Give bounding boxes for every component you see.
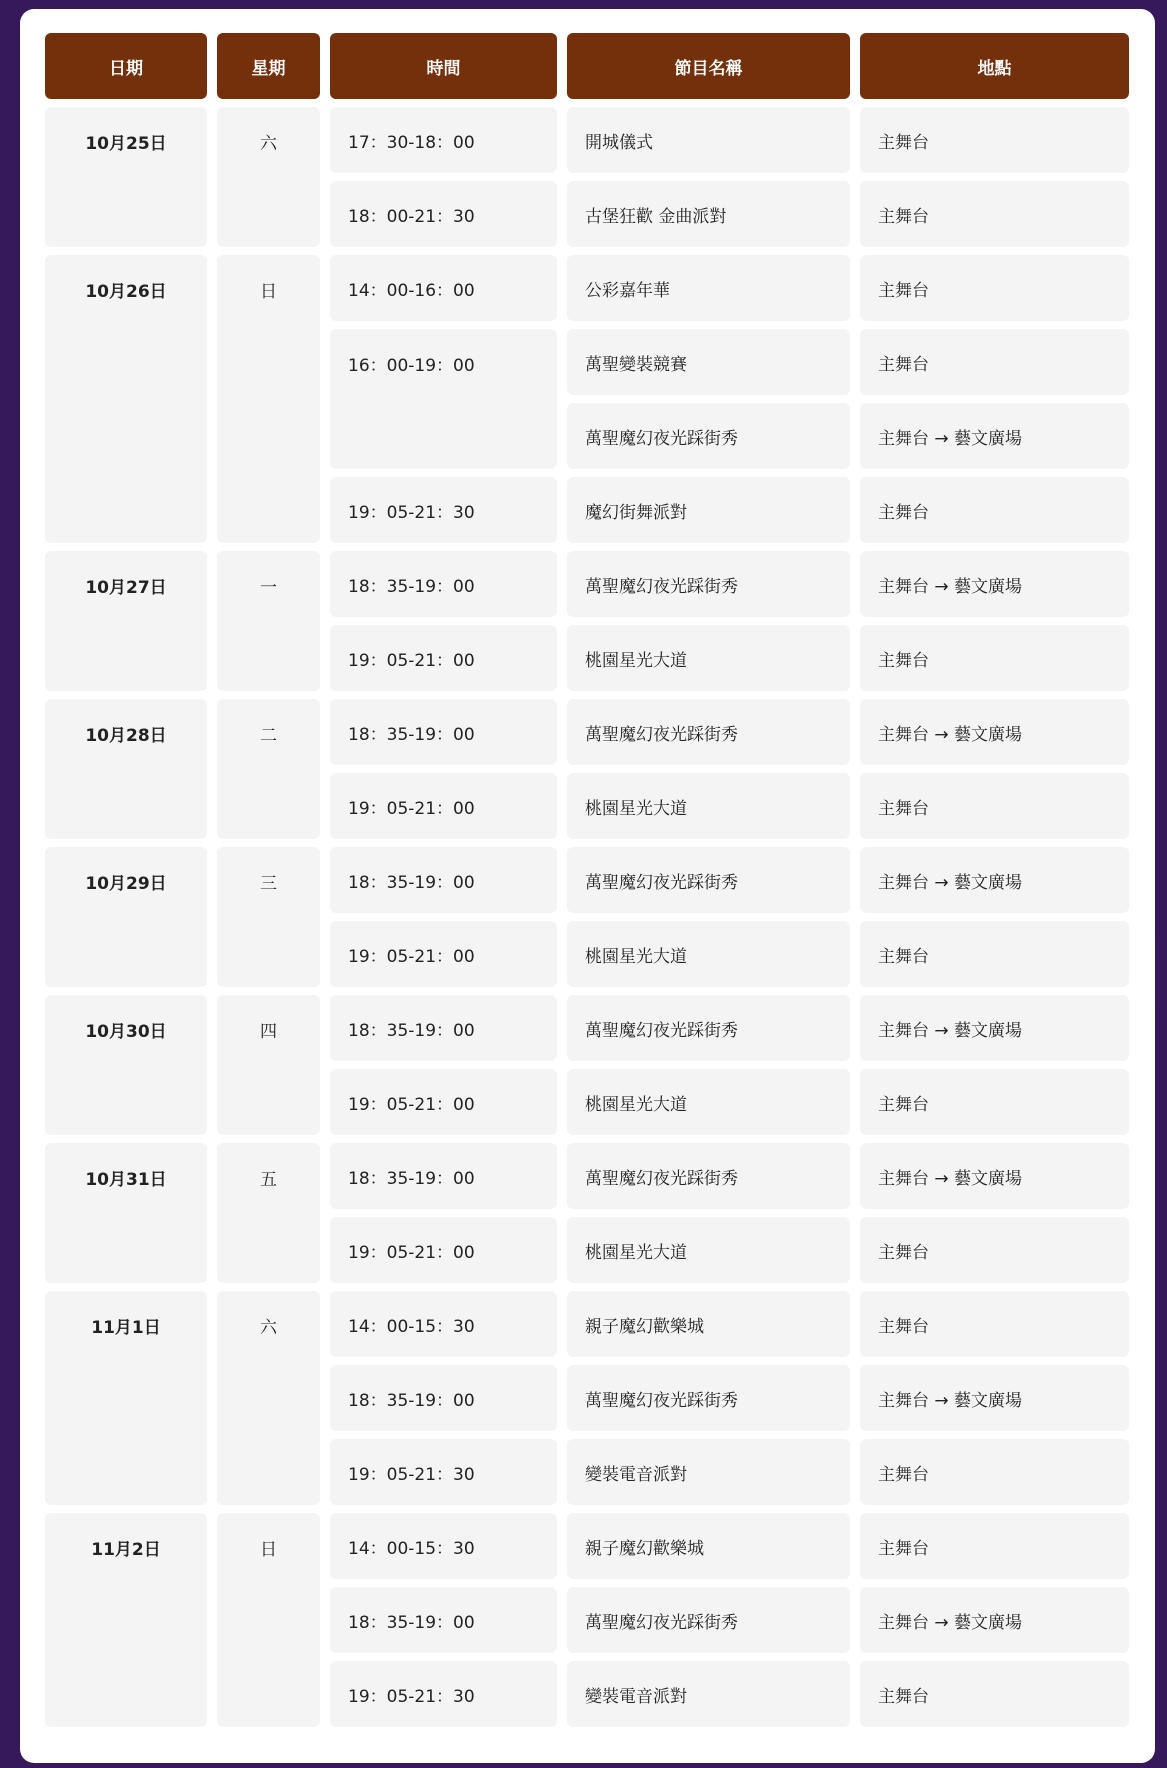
schedule-table (45, 33, 1129, 1727)
time-cell: 19：05-21：30 (330, 1439, 557, 1505)
program-cell: 變裝電音派對 (567, 1661, 850, 1727)
program-cell: 古堡狂歡 金曲派對 (567, 181, 850, 247)
venue-cell: 主舞台 (860, 625, 1129, 691)
time-cell: 14：00-15：30 (330, 1291, 557, 1357)
time-cell: 18：35-19：00 (330, 995, 557, 1061)
date-cell: 10月31日 (45, 1143, 207, 1283)
time-cell: 19：05-21：30 (330, 477, 557, 543)
venue-cell: 主舞台 → 藝文廣場 (860, 699, 1129, 765)
program-cell: 萬聖魔幻夜光踩街秀 (567, 1365, 850, 1431)
program-cell: 萬聖魔幻夜光踩街秀 (567, 403, 850, 469)
time-cell: 18：35-19：00 (330, 1365, 557, 1431)
program-cell: 萬聖魔幻夜光踩街秀 (567, 551, 850, 617)
time-cell: 17：30-18：00 (330, 107, 557, 173)
header-time: 時間 (330, 33, 557, 99)
venue-cell: 主舞台 (860, 255, 1129, 321)
venue-cell: 主舞台 (860, 921, 1129, 987)
program-cell: 魔幻街舞派對 (567, 477, 850, 543)
schedule-card (20, 9, 1155, 1763)
weekday-cell: 六 (217, 1291, 320, 1505)
weekday-cell: 日 (217, 255, 320, 543)
time-cell: 18：00-21：30 (330, 181, 557, 247)
venue-cell: 主舞台 → 藝文廣場 (860, 1587, 1129, 1653)
header-date: 日期 (45, 33, 207, 99)
program-cell: 開城儀式 (567, 107, 850, 173)
date-cell: 10月25日 (45, 107, 207, 247)
program-cell: 萬聖魔幻夜光踩街秀 (567, 1587, 850, 1653)
time-cell: 18：35-19：00 (330, 1587, 557, 1653)
program-cell: 桃園星光大道 (567, 921, 850, 987)
venue-cell: 主舞台 (860, 1513, 1129, 1579)
venue-cell: 主舞台 → 藝文廣場 (860, 551, 1129, 617)
venue-cell: 主舞台 → 藝文廣場 (860, 847, 1129, 913)
program-cell: 變裝電音派對 (567, 1439, 850, 1505)
time-cell: 18：35-19：00 (330, 847, 557, 913)
venue-cell: 主舞台 (860, 773, 1129, 839)
venue-cell: 主舞台 (860, 1439, 1129, 1505)
program-cell: 桃園星光大道 (567, 625, 850, 691)
program-cell: 親子魔幻歡樂城 (567, 1291, 850, 1357)
venue-cell: 主舞台 (860, 1291, 1129, 1357)
header-program: 節目名稱 (567, 33, 850, 99)
time-cell: 19：05-21：00 (330, 625, 557, 691)
venue-cell: 主舞台 (860, 477, 1129, 543)
weekday-cell: 六 (217, 107, 320, 247)
weekday-cell: 日 (217, 1513, 320, 1727)
venue-cell: 主舞台 (860, 1661, 1129, 1727)
time-cell: 18：35-19：00 (330, 1143, 557, 1209)
venue-cell: 主舞台 → 藝文廣場 (860, 1365, 1129, 1431)
time-cell: 19：05-21：00 (330, 1217, 557, 1283)
venue-cell: 主舞台 → 藝文廣場 (860, 403, 1129, 469)
venue-cell: 主舞台 → 藝文廣場 (860, 995, 1129, 1061)
program-cell: 萬聖魔幻夜光踩街秀 (567, 995, 850, 1061)
weekday-cell: 五 (217, 1143, 320, 1283)
venue-cell: 主舞台 (860, 107, 1129, 173)
date-cell: 11月1日 (45, 1291, 207, 1505)
weekday-cell: 三 (217, 847, 320, 987)
time-cell: 19：05-21：30 (330, 1661, 557, 1727)
date-cell: 10月26日 (45, 255, 207, 543)
time-cell: 18：35-19：00 (330, 551, 557, 617)
date-cell: 11月2日 (45, 1513, 207, 1727)
program-cell: 親子魔幻歡樂城 (567, 1513, 850, 1579)
program-cell: 萬聖魔幻夜光踩街秀 (567, 699, 850, 765)
date-cell: 10月28日 (45, 699, 207, 839)
venue-cell: 主舞台 (860, 329, 1129, 395)
program-cell: 桃園星光大道 (567, 1069, 850, 1135)
time-cell: 16：00-19：00 (330, 329, 557, 469)
header-venue: 地點 (860, 33, 1129, 99)
weekday-cell: 四 (217, 995, 320, 1135)
time-cell: 14：00-16：00 (330, 255, 557, 321)
program-cell: 桃園星光大道 (567, 773, 850, 839)
weekday-cell: 二 (217, 699, 320, 839)
date-cell: 10月27日 (45, 551, 207, 691)
time-cell: 19：05-21：00 (330, 773, 557, 839)
time-cell: 19：05-21：00 (330, 1069, 557, 1135)
program-cell: 公彩嘉年華 (567, 255, 850, 321)
time-cell: 18：35-19：00 (330, 699, 557, 765)
program-cell: 桃園星光大道 (567, 1217, 850, 1283)
weekday-cell: 一 (217, 551, 320, 691)
program-cell: 萬聖魔幻夜光踩街秀 (567, 1143, 850, 1209)
program-cell: 萬聖魔幻夜光踩街秀 (567, 847, 850, 913)
program-cell: 萬聖變裝競賽 (567, 329, 850, 395)
time-cell: 19：05-21：00 (330, 921, 557, 987)
date-cell: 10月30日 (45, 995, 207, 1135)
header-weekday: 星期 (217, 33, 320, 99)
venue-cell: 主舞台 (860, 181, 1129, 247)
venue-cell: 主舞台 (860, 1069, 1129, 1135)
date-cell: 10月29日 (45, 847, 207, 987)
venue-cell: 主舞台 → 藝文廣場 (860, 1143, 1129, 1209)
time-cell: 14：00-15：30 (330, 1513, 557, 1579)
venue-cell: 主舞台 (860, 1217, 1129, 1283)
